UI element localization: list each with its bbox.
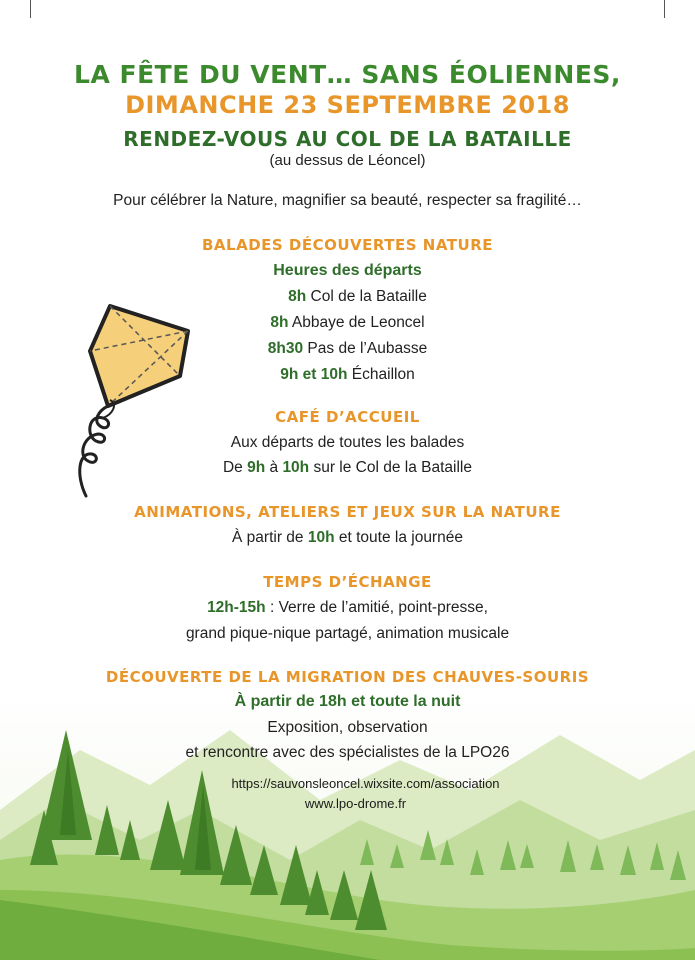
balade-item <box>0 366 695 384</box>
balade-time: 8h <box>288 288 307 305</box>
balade-item <box>0 314 695 332</box>
migration-heading: DÉCOUVERTE DE LA MIGRATION DES CHAUVES-SOURIS <box>105 668 590 686</box>
echange-heading: TEMPS D’ÉCHANGE <box>263 573 432 591</box>
title-date: DIMANCHE 23 SEPTEMBRE 2018 <box>125 91 570 119</box>
echange-text: : Verre de l’amitié, point-presse, <box>265 599 488 616</box>
migration-line-1: Exposition, observation <box>267 719 428 736</box>
balade-time: 8h <box>270 314 289 331</box>
link-sauvonsleoncel[interactable]: https://sauvonsleoncel.wixsite.com/association <box>231 776 500 791</box>
balade-place: Col de la Bataille <box>306 288 427 305</box>
cafe-text: De <box>222 459 248 476</box>
echange-line-1 <box>0 599 695 617</box>
balades-subheading: Heures des départs <box>273 262 422 279</box>
animations-line <box>0 529 695 547</box>
balade-place: Pas de l’Aubasse <box>303 340 428 357</box>
echange-time: 12h-15h <box>207 599 266 616</box>
link-lpo-drome[interactable]: www.lpo-drome.fr <box>304 796 407 811</box>
balade-item <box>0 340 695 358</box>
crop-mark-tr-v <box>664 0 665 18</box>
intro-text: Pour célébrer la Nature, magnifier sa beauté, respecter sa fragilité… <box>113 192 582 209</box>
balade-place: Échaillon <box>347 366 415 383</box>
title-line-1: LA FÊTE DU VENT… SANS ÉOLIENNES, <box>74 60 621 89</box>
animations-text: À partir de <box>232 529 308 546</box>
migration-line-2: et rencontre avec des spécialistes de la LPO26 <box>185 744 510 761</box>
animations-text: et toute la journée <box>334 529 463 546</box>
migration-subheading: À partir de 18h et toute la nuit <box>234 693 461 710</box>
title-location: RENDEZ-VOUS AU COL DE LA BATAILLE <box>123 127 572 151</box>
animations-time: 10h <box>307 529 335 546</box>
animations-heading: ANIMATIONS, ATELIERS ET JEUX SUR LA NATURE <box>134 503 561 521</box>
balades-heading: BALADES DÉCOUVERTES NATURE <box>201 236 493 254</box>
echange-line-2: grand pique-nique partagé, animation musicale <box>185 625 510 642</box>
cafe-text: sur le Col de la Bataille <box>309 459 472 476</box>
balade-item <box>10 288 695 306</box>
balade-place: Abbaye de Leoncel <box>288 314 425 331</box>
cafe-line-1: Aux départs de toutes les balades <box>230 434 465 451</box>
subtitle: (au dessus de Léoncel) <box>269 152 426 169</box>
crop-mark-tl-v <box>30 0 31 18</box>
cafe-time-start: 9h <box>247 459 266 476</box>
cafe-heading: CAFÉ D’ACCUEIL <box>275 408 420 426</box>
cafe-text: à <box>265 459 283 476</box>
balade-time: 9h et 10h <box>280 366 348 383</box>
cafe-time-end: 10h <box>282 459 310 476</box>
cafe-line-2 <box>0 459 695 477</box>
balade-time: 8h30 <box>267 340 304 357</box>
